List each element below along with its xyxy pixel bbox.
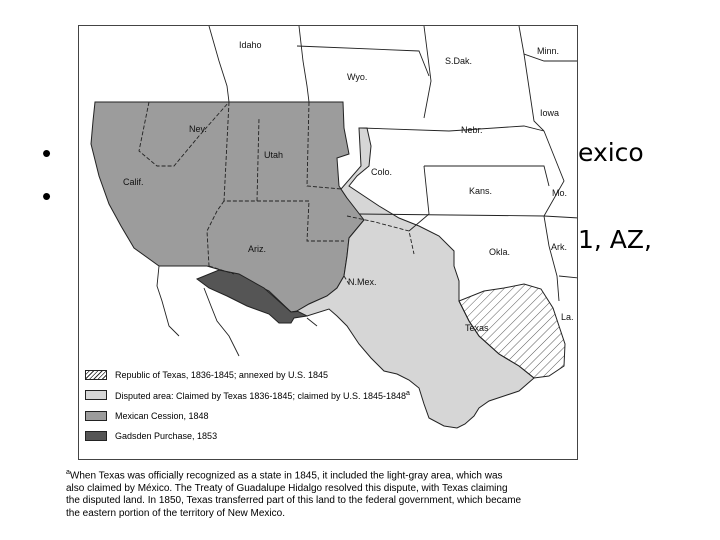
state-label: Ark.: [551, 242, 568, 252]
territorial-map: [78, 25, 578, 460]
legend-item-disputed-area: [85, 388, 410, 402]
legend-label-text: Disputed area: Claimed by Texas 1836-1845; claimed by U.S. 1845-1848: [115, 390, 407, 401]
bullet-marker: •: [42, 138, 52, 168]
map-footnote: [66, 467, 586, 520]
footnote-line: the eastern portion of the territory of New Mexico.: [66, 507, 285, 519]
footnote-line: [66, 467, 586, 483]
legend-label: [115, 390, 410, 401]
legend-label: Gadsden Purchase, 1853: [115, 431, 218, 441]
state-label: N.Mex.: [348, 277, 377, 287]
state-label: Nebr.: [461, 125, 483, 135]
legend-swatch: [85, 370, 107, 380]
state-label: Wyo.: [347, 72, 368, 82]
state-label: Texas: [465, 323, 489, 333]
footnote-superscript: a: [406, 389, 410, 397]
footnote-line: the disputed land. In 1850, Texas transferred part of this land to the federal government, which became: [66, 495, 522, 507]
legend-swatch: [85, 411, 107, 421]
legend-label: Mexican Cession, 1848: [115, 411, 209, 421]
state-label: Utah: [264, 150, 284, 160]
state-label: La.: [561, 312, 574, 322]
legend-item-republic-of-texas: [85, 368, 328, 382]
footnote-line-text: When Texas was officially recognized as a state in 1845, it included the light-gray area, which was: [69, 470, 503, 482]
footnote-line: also claimed by México. The Treaty of Guadalupe Hidalgo resolved this dispute, with Texas claiming: [66, 482, 508, 494]
bullet-text-fragment: 1, AZ,: [578, 225, 652, 254]
state-label: Mo.: [552, 188, 568, 198]
legend-label: Republic of Texas, 1836-1845; annexed by U.S. 1845: [115, 370, 328, 380]
state-label: Okla.: [489, 247, 511, 257]
state-label: S.Dak.: [445, 56, 473, 66]
state-label: Minn.: [537, 46, 560, 56]
footnote-marker: a: [66, 469, 70, 476]
legend-swatch: [85, 431, 107, 441]
state-label: Kans.: [469, 186, 493, 196]
state-label: Colo.: [371, 167, 393, 177]
bullet-text-fragment: exico: [578, 138, 644, 167]
legend-item-gadsden-purchase: [85, 429, 217, 443]
state-label: Ariz.: [248, 244, 266, 254]
state-label: Nev.: [189, 124, 207, 134]
state-label: Iowa: [540, 108, 560, 118]
state-label: Calif.: [123, 177, 144, 187]
bullet-marker: •: [42, 181, 52, 211]
legend-swatch: [85, 390, 107, 400]
state-label: Idaho: [239, 40, 262, 50]
legend-item-mexican-cession: [85, 409, 209, 423]
